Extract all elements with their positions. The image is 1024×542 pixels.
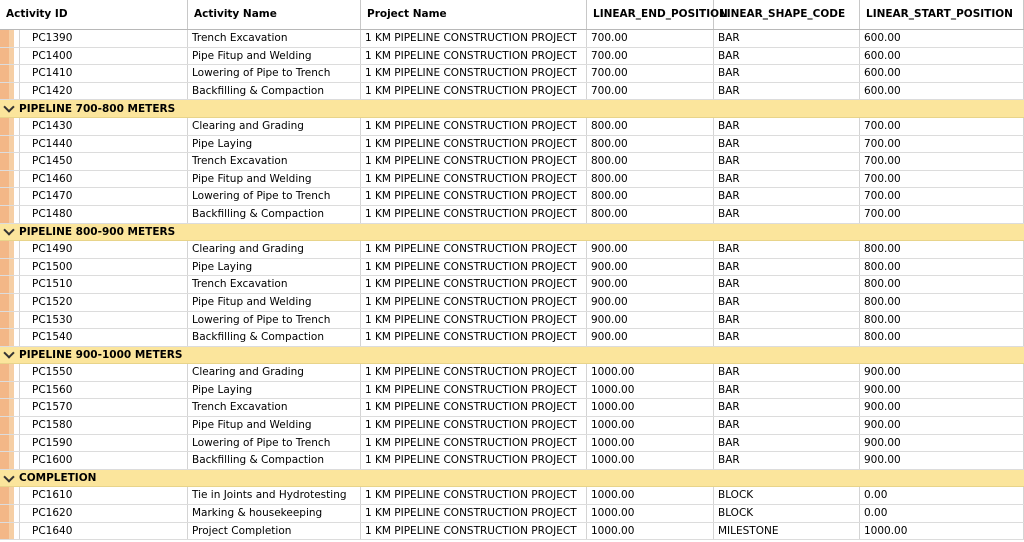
cell-linear-shape-code[interactable]: BAR: [714, 312, 860, 329]
activity-id-text: PC1520: [32, 295, 73, 308]
cell-project-name[interactable]: 1 KM PIPELINE CONSTRUCTION PROJECT: [361, 294, 587, 311]
cell-activity-id[interactable]: [0, 30, 188, 47]
cell-linear-shape-code[interactable]: BAR: [714, 259, 860, 276]
cell-activity-name[interactable]: Trench Excavation: [188, 399, 361, 416]
group-header-label: PIPELINE 700-800 METERS: [19, 102, 176, 115]
wbs-level-indicator: [0, 171, 9, 188]
table-body: [0, 30, 1024, 540]
activity-id-text: PC1460: [32, 172, 73, 185]
table-row[interactable]: [0, 435, 1024, 453]
table-row[interactable]: [0, 294, 1024, 312]
cell-linear-shape-code[interactable]: BAR: [714, 329, 860, 346]
cell-linear-shape-code[interactable]: BAR: [714, 417, 860, 434]
table-row[interactable]: [0, 65, 1024, 83]
table-row[interactable]: [0, 276, 1024, 294]
cell-linear-end-position[interactable]: 1000.00: [587, 435, 714, 452]
wbs-level-indicator: [0, 83, 9, 100]
cell-linear-end-position[interactable]: 700.00: [587, 83, 714, 100]
cell-linear-end-position[interactable]: 800.00: [587, 136, 714, 153]
table-row[interactable]: [0, 118, 1024, 136]
cell-activity-id[interactable]: [0, 83, 188, 100]
cell-project-name[interactable]: 1 KM PIPELINE CONSTRUCTION PROJECT: [361, 136, 587, 153]
cell-project-name[interactable]: 1 KM PIPELINE CONSTRUCTION PROJECT: [361, 399, 587, 416]
cell-linear-end-position[interactable]: 700.00: [587, 48, 714, 65]
table-row[interactable]: [0, 83, 1024, 101]
cell-project-name[interactable]: 1 KM PIPELINE CONSTRUCTION PROJECT: [361, 241, 587, 258]
activity-id-text: PC1440: [32, 137, 73, 150]
activity-id-text: PC1530: [32, 313, 73, 326]
table-row[interactable]: [0, 30, 1024, 48]
activity-id-text: PC1470: [32, 190, 73, 203]
table-header: [0, 0, 1024, 30]
activity-id-text: PC1390: [32, 32, 73, 44]
cell-linear-end-position[interactable]: 1000.00: [587, 399, 714, 416]
cell-activity-id[interactable]: [0, 206, 188, 223]
table-row[interactable]: [0, 206, 1024, 224]
cell-project-name[interactable]: 1 KM PIPELINE CONSTRUCTION PROJECT: [361, 259, 587, 276]
chevron-down-icon[interactable]: [3, 471, 14, 482]
cell-activity-name[interactable]: Pipe Fitup and Welding: [188, 294, 361, 311]
cell-linear-start-position[interactable]: 600.00: [860, 83, 1024, 100]
cell-linear-end-position[interactable]: 1000.00: [587, 523, 714, 540]
table-row[interactable]: [0, 452, 1024, 470]
cell-project-name[interactable]: 1 KM PIPELINE CONSTRUCTION PROJECT: [361, 83, 587, 100]
cell-activity-id[interactable]: [0, 312, 188, 329]
cell-activity-name[interactable]: Backfilling & Compaction: [188, 206, 361, 223]
cell-activity-name[interactable]: Backfilling & Compaction: [188, 329, 361, 346]
cell-linear-start-position[interactable]: 600.00: [860, 30, 1024, 47]
cell-linear-shape-code[interactable]: MILESTONE: [714, 523, 860, 540]
cell-activity-name[interactable]: Tie in Joints and Hydrotesting: [188, 487, 361, 504]
wbs-level-indicator: [0, 241, 9, 258]
cell-activity-name[interactable]: Project Completion: [188, 523, 361, 540]
group-header[interactable]: [0, 347, 1024, 365]
cell-activity-id[interactable]: [0, 399, 188, 416]
cell-linear-start-position[interactable]: 800.00: [860, 329, 1024, 346]
wbs-level-indicator: [0, 487, 9, 504]
cell-activity-id[interactable]: [0, 435, 188, 452]
cell-activity-id[interactable]: [0, 171, 188, 188]
cell-linear-shape-code[interactable]: BAR: [714, 452, 860, 469]
table-row[interactable]: [0, 364, 1024, 382]
cell-linear-end-position[interactable]: 900.00: [587, 312, 714, 329]
cell-activity-id[interactable]: [0, 505, 188, 522]
table-row[interactable]: [0, 241, 1024, 259]
wbs-level-indicator: [0, 364, 9, 381]
cell-linear-start-position[interactable]: 1000.00: [860, 523, 1024, 540]
cell-project-name[interactable]: 1 KM PIPELINE CONSTRUCTION PROJECT: [361, 523, 587, 540]
cell-linear-end-position[interactable]: 800.00: [587, 188, 714, 205]
activity-id-text: PC1610: [32, 489, 73, 502]
wbs-level-indicator: [0, 30, 9, 47]
cell-activity-id[interactable]: [0, 382, 188, 399]
cell-project-name[interactable]: 1 KM PIPELINE CONSTRUCTION PROJECT: [361, 312, 587, 329]
table-row[interactable]: [0, 523, 1024, 541]
cell-activity-name[interactable]: Pipe Fitup and Welding: [188, 417, 361, 434]
cell-linear-start-position[interactable]: 600.00: [860, 65, 1024, 82]
table-row[interactable]: [0, 399, 1024, 417]
column-header-activity-id[interactable]: Activity ID: [0, 0, 188, 29]
cell-activity-name[interactable]: Trench Excavation: [188, 30, 361, 47]
cell-linear-shape-code[interactable]: BAR: [714, 48, 860, 65]
wbs-level-indicator: [0, 505, 9, 522]
cell-activity-name[interactable]: Pipe Fitup and Welding: [188, 48, 361, 65]
cell-activity-name[interactable]: Trench Excavation: [188, 276, 361, 293]
cell-activity-name[interactable]: Marking & housekeeping: [188, 505, 361, 522]
cell-activity-id[interactable]: [0, 259, 188, 276]
cell-activity-id[interactable]: [0, 487, 188, 504]
cell-project-name[interactable]: 1 KM PIPELINE CONSTRUCTION PROJECT: [361, 329, 587, 346]
table-row[interactable]: [0, 259, 1024, 277]
cell-linear-end-position[interactable]: 800.00: [587, 171, 714, 188]
cell-project-name[interactable]: 1 KM PIPELINE CONSTRUCTION PROJECT: [361, 487, 587, 504]
table-row[interactable]: [0, 382, 1024, 400]
cell-linear-start-position[interactable]: 900.00: [860, 364, 1024, 381]
group-header-label: COMPLETION: [19, 472, 97, 485]
cell-linear-start-position[interactable]: 900.00: [860, 417, 1024, 434]
wbs-level-indicator: [0, 417, 9, 434]
table-row[interactable]: [0, 48, 1024, 66]
cell-linear-end-position[interactable]: 900.00: [587, 276, 714, 293]
table-row[interactable]: [0, 136, 1024, 154]
column-header-linear-shape-code[interactable]: LINEAR_SHAPE_CODE: [714, 0, 860, 29]
cell-linear-end-position[interactable]: 700.00: [587, 65, 714, 82]
cell-activity-name[interactable]: Lowering of Pipe to Trench: [188, 435, 361, 452]
wbs-level-indicator: [0, 118, 9, 135]
chevron-down-icon[interactable]: [3, 348, 14, 359]
group-header[interactable]: [0, 100, 1024, 118]
cell-linear-end-position[interactable]: 800.00: [587, 118, 714, 135]
cell-activity-id[interactable]: [0, 48, 188, 65]
cell-linear-end-position[interactable]: 700.00: [587, 30, 714, 47]
activity-id-text: PC1420: [32, 84, 73, 97]
activity-id-text: PC1590: [32, 436, 73, 449]
wbs-level-indicator: [0, 65, 9, 82]
activity-id-text: PC1410: [32, 67, 73, 80]
group-header[interactable]: [0, 470, 1024, 488]
cell-linear-shape-code[interactable]: BAR: [714, 206, 860, 223]
cell-project-name[interactable]: 1 KM PIPELINE CONSTRUCTION PROJECT: [361, 417, 587, 434]
cell-linear-end-position[interactable]: 1000.00: [587, 452, 714, 469]
cell-project-name[interactable]: 1 KM PIPELINE CONSTRUCTION PROJECT: [361, 171, 587, 188]
chevron-down-icon[interactable]: [3, 102, 14, 113]
cell-linear-end-position[interactable]: 900.00: [587, 329, 714, 346]
cell-linear-start-position[interactable]: 800.00: [860, 276, 1024, 293]
cell-linear-shape-code[interactable]: BAR: [714, 399, 860, 416]
cell-project-name[interactable]: 1 KM PIPELINE CONSTRUCTION PROJECT: [361, 188, 587, 205]
cell-project-name[interactable]: 1 KM PIPELINE CONSTRUCTION PROJECT: [361, 65, 587, 82]
cell-linear-end-position[interactable]: 1000.00: [587, 417, 714, 434]
cell-activity-name[interactable]: Trench Excavation: [188, 153, 361, 170]
cell-linear-start-position[interactable]: 0.00: [860, 487, 1024, 504]
cell-project-name[interactable]: 1 KM PIPELINE CONSTRUCTION PROJECT: [361, 452, 587, 469]
cell-linear-shape-code[interactable]: BAR: [714, 30, 860, 47]
cell-activity-id[interactable]: [0, 364, 188, 381]
table-row[interactable]: [0, 505, 1024, 523]
cell-project-name[interactable]: 1 KM PIPELINE CONSTRUCTION PROJECT: [361, 505, 587, 522]
cell-linear-start-position[interactable]: 800.00: [860, 241, 1024, 258]
cell-project-name[interactable]: 1 KM PIPELINE CONSTRUCTION PROJECT: [361, 364, 587, 381]
cell-linear-shape-code[interactable]: BAR: [714, 171, 860, 188]
activity-id-text: PC1620: [32, 507, 73, 520]
wbs-level-indicator: [0, 153, 9, 170]
cell-linear-start-position[interactable]: 600.00: [860, 48, 1024, 65]
cell-activity-id[interactable]: [0, 153, 188, 170]
cell-project-name[interactable]: 1 KM PIPELINE CONSTRUCTION PROJECT: [361, 435, 587, 452]
chevron-down-icon[interactable]: [3, 225, 14, 236]
cell-activity-name[interactable]: Lowering of Pipe to Trench: [188, 188, 361, 205]
wbs-level-indicator: [0, 259, 9, 276]
activity-id-text: PC1510: [32, 278, 73, 291]
cell-activity-id[interactable]: [0, 294, 188, 311]
cell-linear-shape-code[interactable]: BAR: [714, 65, 860, 82]
activity-id-text: PC1550: [32, 366, 73, 379]
cell-activity-name[interactable]: Backfilling & Compaction: [188, 452, 361, 469]
activity-id-text: PC1600: [32, 454, 73, 467]
cell-activity-id[interactable]: [0, 118, 188, 135]
cell-activity-id[interactable]: [0, 452, 188, 469]
table-row[interactable]: [0, 417, 1024, 435]
cell-linear-shape-code[interactable]: BAR: [714, 294, 860, 311]
wbs-level-indicator: [0, 312, 9, 329]
cell-linear-end-position[interactable]: 900.00: [587, 259, 714, 276]
cell-linear-shape-code[interactable]: BAR: [714, 364, 860, 381]
cell-linear-start-position[interactable]: 700.00: [860, 206, 1024, 223]
activity-id-text: PC1490: [32, 243, 73, 256]
wbs-level-indicator: [0, 276, 9, 293]
cell-activity-id[interactable]: [0, 136, 188, 153]
activity-id-text: PC1430: [32, 119, 73, 132]
activity-id-text: PC1500: [32, 260, 73, 273]
cell-activity-name[interactable]: Clearing and Grading: [188, 364, 361, 381]
wbs-level-indicator: [0, 435, 9, 452]
activity-id-text: PC1560: [32, 383, 73, 396]
activity-id-text: PC1450: [32, 155, 73, 168]
cell-activity-name[interactable]: Pipe Fitup and Welding: [188, 171, 361, 188]
cell-linear-shape-code[interactable]: BAR: [714, 118, 860, 135]
cell-linear-end-position[interactable]: 900.00: [587, 241, 714, 258]
cell-linear-start-position[interactable]: 800.00: [860, 259, 1024, 276]
activity-id-text: PC1580: [32, 419, 73, 432]
cell-activity-id[interactable]: [0, 329, 188, 346]
wbs-level-indicator: [0, 399, 9, 416]
cell-activity-name[interactable]: Clearing and Grading: [188, 118, 361, 135]
cell-linear-shape-code[interactable]: BAR: [714, 382, 860, 399]
wbs-level-indicator: [0, 294, 9, 311]
cell-linear-shape-code[interactable]: BAR: [714, 435, 860, 452]
cell-linear-start-position[interactable]: 700.00: [860, 171, 1024, 188]
activity-id-text: PC1480: [32, 207, 73, 220]
cell-linear-end-position[interactable]: 800.00: [587, 206, 714, 223]
cell-linear-start-position[interactable]: 700.00: [860, 118, 1024, 135]
cell-project-name[interactable]: 1 KM PIPELINE CONSTRUCTION PROJECT: [361, 48, 587, 65]
cell-linear-shape-code[interactable]: BAR: [714, 83, 860, 100]
cell-linear-start-position[interactable]: 700.00: [860, 136, 1024, 153]
cell-activity-name[interactable]: Pipe Laying: [188, 259, 361, 276]
cell-linear-start-position[interactable]: 800.00: [860, 294, 1024, 311]
cell-project-name[interactable]: 1 KM PIPELINE CONSTRUCTION PROJECT: [361, 382, 587, 399]
group-header-label: PIPELINE 900-1000 METERS: [19, 348, 183, 361]
cell-linear-end-position[interactable]: 800.00: [587, 153, 714, 170]
wbs-level-indicator: [0, 382, 9, 399]
cell-activity-id[interactable]: [0, 417, 188, 434]
cell-activity-id[interactable]: [0, 65, 188, 82]
cell-linear-start-position[interactable]: 900.00: [860, 399, 1024, 416]
cell-activity-name[interactable]: Backfilling & Compaction: [188, 83, 361, 100]
wbs-level-indicator: [0, 206, 9, 223]
table-row[interactable]: [0, 329, 1024, 347]
cell-project-name[interactable]: 1 KM PIPELINE CONSTRUCTION PROJECT: [361, 206, 587, 223]
cell-linear-shape-code[interactable]: BAR: [714, 241, 860, 258]
activity-id-text: PC1640: [32, 524, 73, 537]
cell-activity-id[interactable]: [0, 523, 188, 540]
cell-activity-name[interactable]: Clearing and Grading: [188, 241, 361, 258]
group-header-label: PIPELINE 800-900 METERS: [19, 225, 176, 238]
wbs-level-indicator: [0, 188, 9, 205]
cell-activity-name[interactable]: Lowering of Pipe to Trench: [188, 65, 361, 82]
wbs-level-indicator: [0, 48, 9, 65]
cell-activity-id[interactable]: [0, 241, 188, 258]
column-header-linear-end-position[interactable]: LINEAR_END_POSITION: [587, 0, 714, 29]
cell-linear-start-position[interactable]: 800.00: [860, 312, 1024, 329]
cell-activity-id[interactable]: [0, 276, 188, 293]
table-row[interactable]: [0, 312, 1024, 330]
cell-linear-shape-code[interactable]: BLOCK: [714, 487, 860, 504]
cell-linear-shape-code[interactable]: BAR: [714, 136, 860, 153]
cell-linear-start-position[interactable]: 700.00: [860, 153, 1024, 170]
column-header-project-name[interactable]: Project Name: [361, 0, 587, 29]
cell-linear-shape-code[interactable]: BLOCK: [714, 505, 860, 522]
wbs-level-indicator: [0, 523, 9, 540]
cell-project-name[interactable]: 1 KM PIPELINE CONSTRUCTION PROJECT: [361, 153, 587, 170]
cell-linear-start-position[interactable]: 900.00: [860, 382, 1024, 399]
cell-linear-start-position[interactable]: 700.00: [860, 188, 1024, 205]
cell-activity-name[interactable]: Lowering of Pipe to Trench: [188, 312, 361, 329]
cell-linear-end-position[interactable]: 1000.00: [587, 487, 714, 504]
cell-linear-shape-code[interactable]: BAR: [714, 188, 860, 205]
table-row[interactable]: [0, 153, 1024, 171]
group-header[interactable]: [0, 224, 1024, 242]
cell-linear-shape-code[interactable]: BAR: [714, 276, 860, 293]
cell-activity-id[interactable]: [0, 188, 188, 205]
cell-project-name[interactable]: 1 KM PIPELINE CONSTRUCTION PROJECT: [361, 118, 587, 135]
activity-id-text: PC1400: [32, 49, 73, 62]
cell-linear-start-position[interactable]: 900.00: [860, 452, 1024, 469]
cell-linear-start-position[interactable]: 900.00: [860, 435, 1024, 452]
cell-activity-name[interactable]: Pipe Laying: [188, 382, 361, 399]
table-row[interactable]: [0, 487, 1024, 505]
cell-project-name[interactable]: 1 KM PIPELINE CONSTRUCTION PROJECT: [361, 30, 587, 47]
column-header-activity-name[interactable]: Activity Name: [188, 0, 361, 29]
cell-linear-start-position[interactable]: 0.00: [860, 505, 1024, 522]
table-row[interactable]: [0, 188, 1024, 206]
cell-linear-end-position[interactable]: 1000.00: [587, 382, 714, 399]
activity-id-text: PC1540: [32, 331, 73, 344]
cell-activity-name[interactable]: Pipe Laying: [188, 136, 361, 153]
cell-linear-end-position[interactable]: 1000.00: [587, 505, 714, 522]
wbs-level-indicator: [0, 329, 9, 346]
cell-project-name[interactable]: 1 KM PIPELINE CONSTRUCTION PROJECT: [361, 276, 587, 293]
table-row[interactable]: [0, 171, 1024, 189]
wbs-level-indicator: [0, 136, 9, 153]
cell-linear-end-position[interactable]: 900.00: [587, 294, 714, 311]
cell-linear-shape-code[interactable]: BAR: [714, 153, 860, 170]
cell-linear-end-position[interactable]: 1000.00: [587, 364, 714, 381]
wbs-level-indicator: [0, 452, 9, 469]
column-header-linear-start-position[interactable]: LINEAR_START_POSITION: [860, 0, 1024, 29]
activity-id-text: PC1570: [32, 401, 73, 414]
